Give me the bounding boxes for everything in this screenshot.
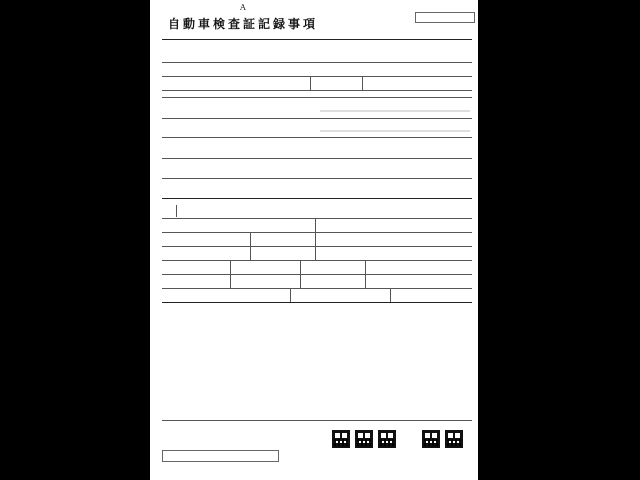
inspection-record-sheet (150, 0, 478, 480)
footer-date-box (162, 450, 279, 462)
qr-code-4 (422, 430, 440, 448)
qr-code-2 (355, 430, 373, 448)
document-title: 自動車検査証記録事項 (168, 17, 319, 31)
qr-code-3 (378, 430, 396, 448)
qr-code-1 (332, 430, 350, 448)
qr-code-5 (445, 430, 463, 448)
date-box (415, 12, 475, 23)
mark-letter: A (240, 3, 246, 12)
